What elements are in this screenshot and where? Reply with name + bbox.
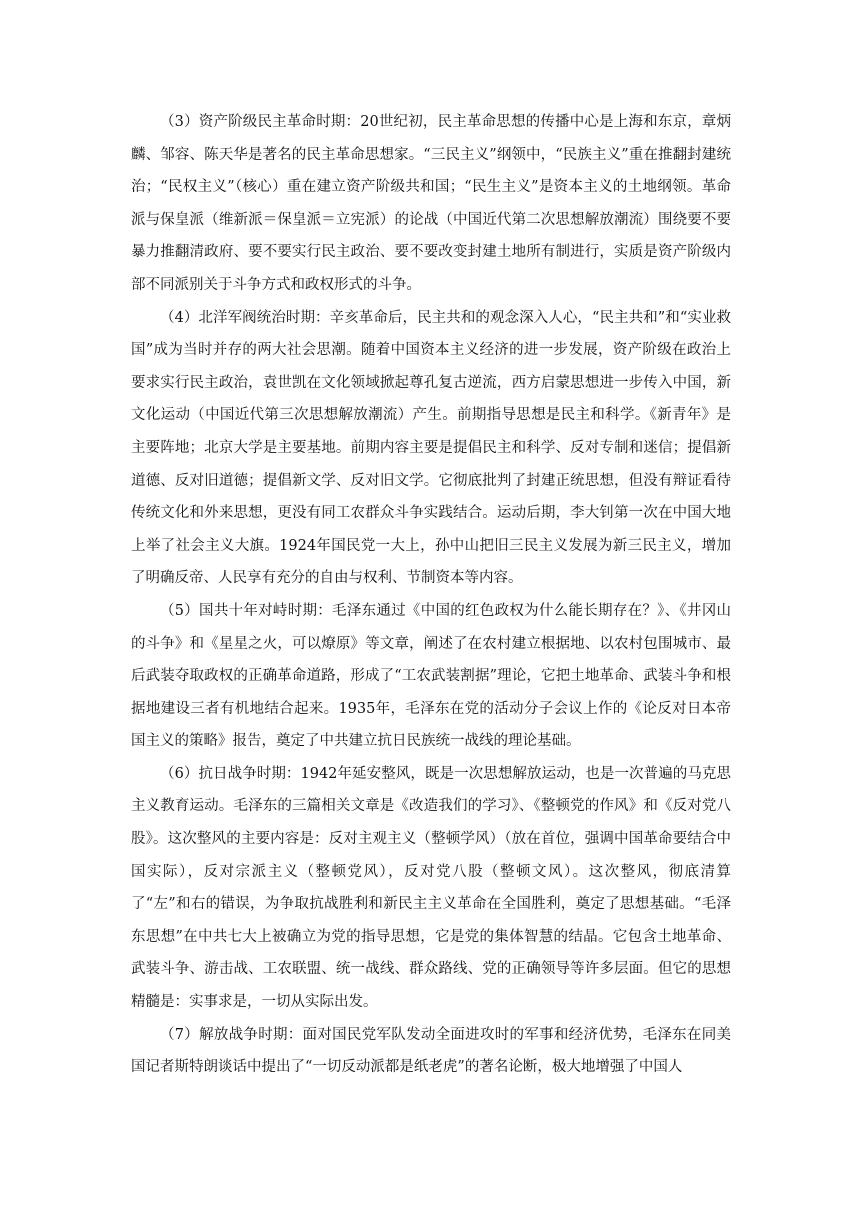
paragraph-liberation-war-period: （7）解放战争时期：面对国民党军队发动全面进攻时的军事和经济优势，毛泽东在同美国记者斯特朗谈话中提出了“一切反动派都是纸老虎”的著名论断，极大地增强了中国人 <box>131 1026 731 1076</box>
paragraph-kmt-cpc-confrontation-period: （5）国共十年对峙时期：毛泽东通过《中国的红色政权为什么能长期存在？》、《井冈山的斗争》和《星星之火，可以燎原》等文章，阐述了在农村建立根据地、以农村包围城市、最后武装夺取政权的正确革命道路，形成了“工农武装割据”理论，它把土地革命、武装斗争和根据地建设三者有机地结合起来。1935年，毛泽东在党的活动分子会议上作的《论反对日本帝国主义的策略》报告，奠定了中共建立抗日民族统一战线的理论基础。 <box>131 602 731 750</box>
paragraph-beiyang-warlord-period: （4）北洋军阀统治时期：辛亥革命后，民主共和的观念深入人心，“民主共和”和“实业救国”成为当时并存的两大社会思潮。随着中国资本主义经济的进一步发展，资产阶级在政治上要求实行民主政治，袁世凯在文化领域掀起尊孔复古逆流，西方启蒙思想进一步传入中国，新文化运动（中国近代第三次思想解放潮流）产生。前期指导思想是民主和科学。《新青年》是主要阵地；北京大学是主要基地。前期内容主要是提倡民主和科学、反对专制和迷信；提倡新道德、反对旧道德；提倡新文学、反对旧文学。它彻底批判了封建正统思想，但没有辩证看待传统文化和外来思想，更没有同工农群众斗争实践结合。运动后期，李大钊第一次在中国大地上举了社会主义大旗。1924年国民党一大上，孙中山把旧三民主义发展为新三民主义，增加了明确反帝、人民享有充分的自由与权利、节制资本等内容。 <box>131 309 731 587</box>
paragraph-bourgeois-revolution-period: （3）资产阶级民主革命时期：20世纪初，民主革命思想的传播中心是上海和东京，章炳麟、邹容、陈天华是著名的民主革命思想家。“三民主义”纲领中，“民族主义”重在推翻封建统治；“民权主义”（核心）重在建立资产阶级共和国；“民生主义”是资本主义的土地纲领。革命派与保皇派（维新派＝保皇派＝立宪派）的论战（中国近代第二次思想解放潮流）围绕要不要暴力推翻清政府、要不要实行民主政治、要不要改变封建土地所有制进行，实质是资产阶级内部不同派别关于斗争方式和政权形式的斗争。 <box>131 114 731 293</box>
document-body <box>131 106 731 1084</box>
paragraph-anti-japanese-war-period: （6）抗日战争时期：1942年延安整风，既是一次思想解放运动，也是一次普遍的马克思主义教育运动。毛泽东的三篇相关文章是《改造我们的学习》、《整顿党的作风》和《反对党八股》。这次整风的主要内容是：反对主观主义（整顿学风）（放在首位，强调中国革命要结合中国实际），反对宗派主义（整顿党风），反对党八股（整顿文风）。这次整风，彻底清算了“左”和右的错误，为争取抗战胜利和新民主主义革命在全国胜利，奠定了思想基础。“毛泽东思想”在中共七大上被确立为党的指导思想，它是党的集体智慧的结晶。它包含土地革命、武装斗争、游击战、工农联盟、统一战线、群众路线、党的正确领导等许多层面。但它的思想精髓是：实事求是，一切从实际出发。 <box>131 765 731 1011</box>
